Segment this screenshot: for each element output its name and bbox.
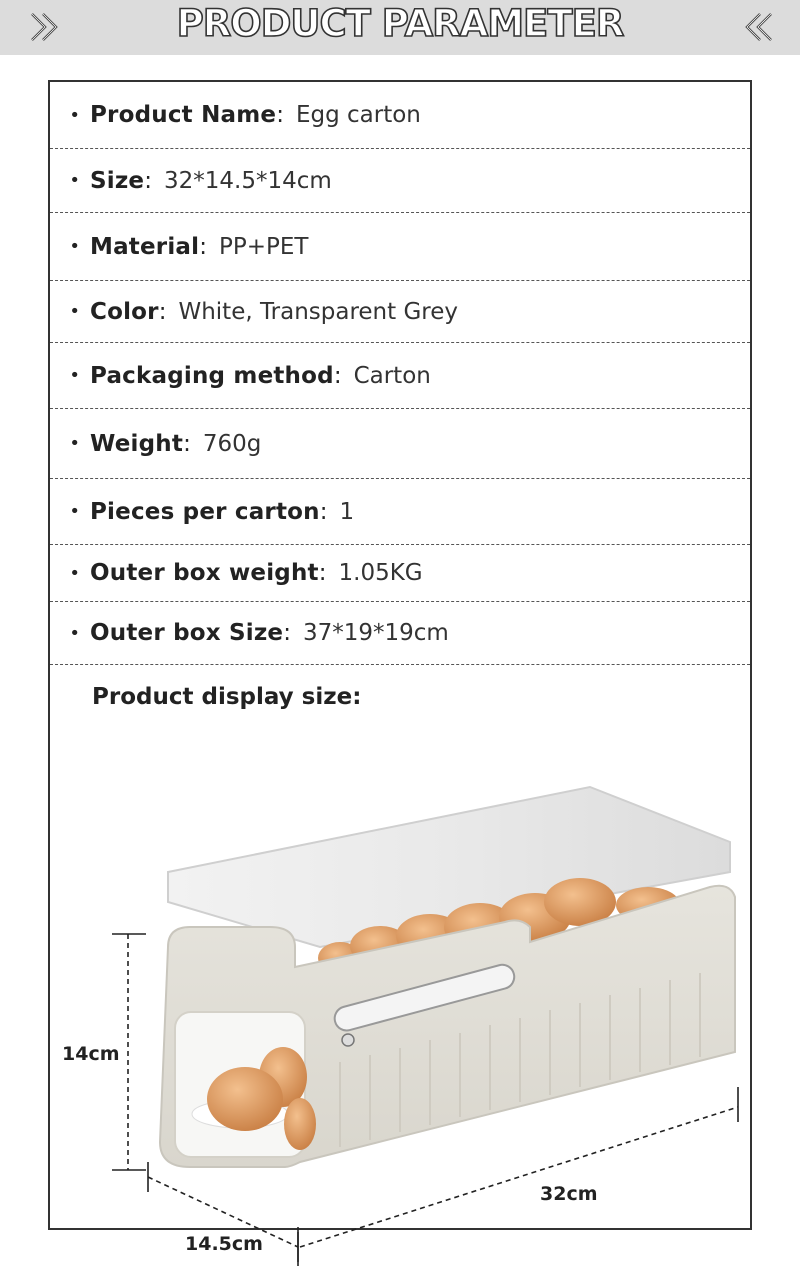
param-key: Size	[90, 167, 145, 194]
param-row-material: • Material : PP+PET	[50, 213, 750, 281]
param-key: Outer box weight	[90, 560, 319, 586]
param-key: Material	[90, 233, 200, 260]
height-label: 14cm	[62, 1043, 120, 1065]
param-key: Pieces per carton	[90, 498, 320, 525]
length-label: 32cm	[540, 1183, 598, 1205]
header-banner	[0, 0, 800, 55]
param-key: Product Name	[90, 102, 277, 128]
page-title: PRODUCT PARAMETER	[176, 2, 624, 45]
side-egg	[207, 1067, 283, 1131]
param-value: 37*19*19cm	[302, 620, 449, 646]
param-row-packaging: • Packaging method : Carton	[50, 343, 750, 409]
param-row-color: • Color : White, Transparent Grey	[50, 281, 750, 343]
param-row-size: • Size : 32*14.5*14cm	[50, 149, 750, 213]
param-key: Packaging method	[90, 362, 334, 389]
side-egg	[284, 1098, 316, 1150]
param-key: Color	[90, 298, 159, 325]
param-value: 1	[339, 498, 355, 525]
param-value: White, Transparent Grey	[178, 298, 458, 325]
display-size-label: Product display size:	[92, 684, 362, 710]
param-key: Outer box Size	[90, 620, 284, 646]
param-row-pieces: • Pieces per carton : 1	[50, 479, 750, 545]
param-key: Weight	[90, 430, 184, 457]
slider-knob	[342, 1034, 354, 1046]
param-row-product-name: • Product Name : Egg carton	[50, 82, 750, 149]
param-value: Carton	[353, 362, 431, 389]
bullet: •	[69, 104, 80, 126]
param-row-outer-box-size: • Outer box Size : 37*19*19cm	[50, 602, 750, 665]
parameter-frame	[48, 80, 752, 1255]
param-row-weight: • Weight : 760g	[50, 409, 750, 479]
double-chevron-left-icon	[735, 8, 775, 46]
depth-label: 14.5cm	[185, 1233, 263, 1255]
param-value: PP+PET	[218, 233, 309, 260]
egg-carton-illustration	[50, 722, 750, 1255]
param-value: 760g	[202, 430, 262, 457]
param-value: 1.05KG	[338, 560, 423, 586]
param-value: 32*14.5*14cm	[164, 167, 332, 194]
param-row-outer-box-weight: • Outer box weight : 1.05KG	[50, 545, 750, 602]
param-value: Egg carton	[295, 102, 421, 128]
